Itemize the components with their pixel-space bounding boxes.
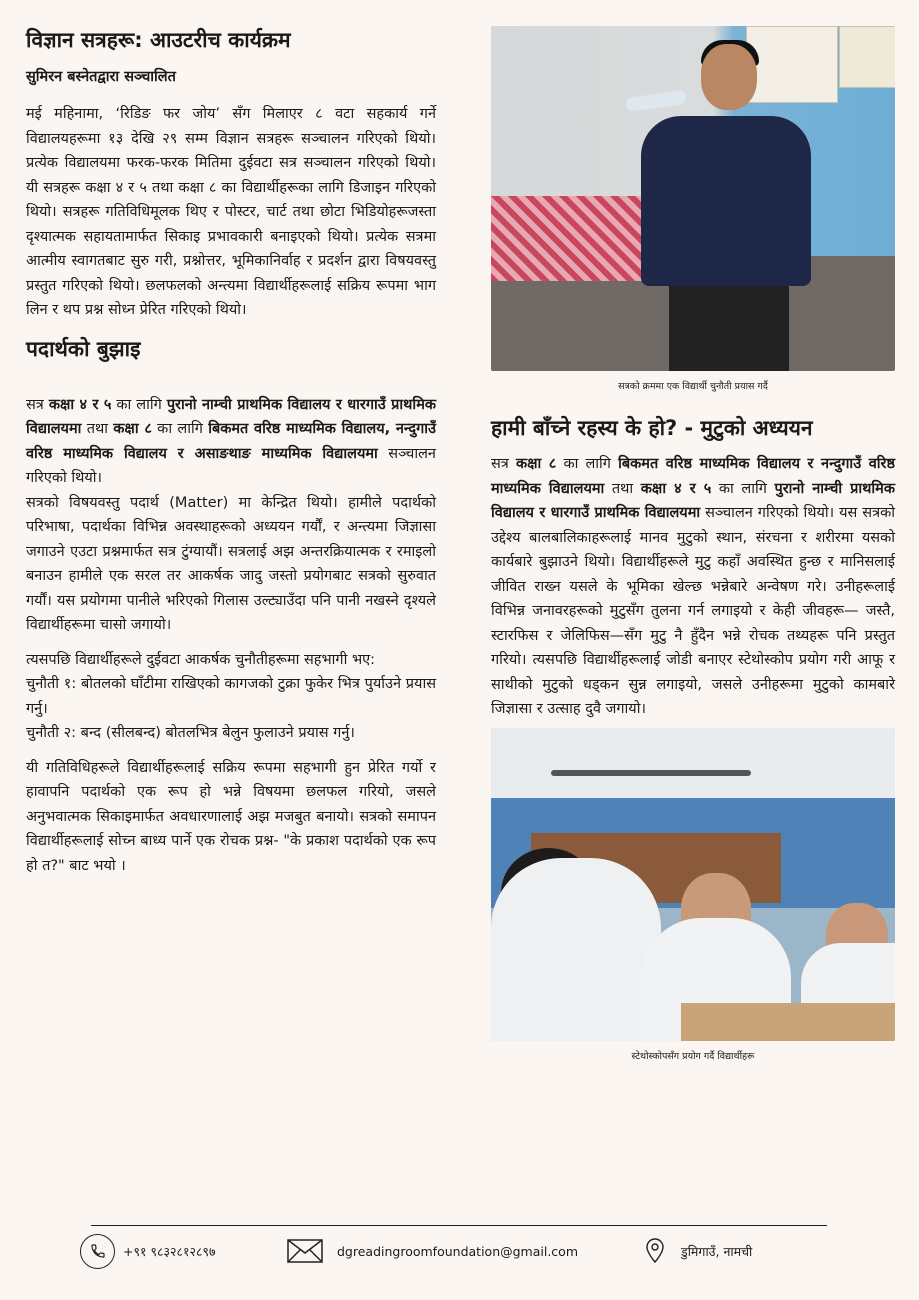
challenge-1: चुनौती १: बोतलको घाँटीमा राखिएको कागजको टुक्रा फुकेर भित्र पुर्याउने प्रयास गर्नु। — [26, 676, 436, 717]
bold-span: कक्षा ८ — [515, 456, 557, 472]
phone-number: +९१ ९८३२८१२८९७ — [123, 1243, 216, 1259]
text-span: का लागि — [111, 396, 167, 413]
student-bottle-challenge-photo — [491, 26, 895, 371]
text-span: का लागि — [151, 421, 209, 437]
email-address: dgreadingroomfoundation@gmail.com — [337, 1243, 579, 1259]
footer-divider — [91, 1225, 827, 1226]
section-title-matter: पदार्थको बुझाइ — [26, 336, 141, 361]
matter-paragraph-3: त्यसपछि विद्यार्थीहरूले दुईवटा आकर्षक चुनौतीहरूमा सहभागी भए: — [26, 651, 376, 668]
location-pin-icon — [645, 1238, 665, 1264]
page-title: विज्ञान सत्रहरू: आउटरीच कार्यक्रम — [26, 28, 291, 52]
left-column — [26, 26, 436, 878]
matter-paragraph-2: सत्रको विषयवस्तु पदार्थ (Matter) मा केन्द्रित थियो। हामीले पदार्थको परिभाषा, पदार्थका विभिन्न अवस्थाहरूको अध्ययन गर्यौं, र अन्त्यमा जिज्ञासा जगाउने एउटा प्रश्नमार्फत सत्र टुंग्यायौं। सत्रलाई अझ अन्तरक्रियात्मक र रमाइलो बनाउन हामीले एक सरल तर आकर्षक जादु जस्तो प्रयोगबाट सत्रको सुरुवात गर्यौं। यस प्रयोगमा पानीले भरिएको गिलास उल्ट्याउँदा पनि पानी नखस्ने दृश्यले विद्यार्थीहरूमा चासो जगायो। — [26, 494, 436, 633]
text-span: तथा — [604, 480, 641, 497]
text-span: का लागि — [556, 456, 619, 472]
matter-paragraph-4: यी गतिविधिहरूले विद्यार्थीहरूलाई सक्रिय रूपमा सहभागी हुन प्रेरित गर्यो र हावापनि पदार्थको एक रूप हो भन्ने विषयमा छलफल गरियो, जसले अनुभवात्मक सिकाइमार्फत अवधारणालाई अझ मजबुत बनायो। सत्रको समापन विद्यार्थीहरूलाई सोच्न बाध्य पार्ने एक रोचक प्रश्न- "के प्रकाश पदार्थको एक रूप हो त?" बाट भयो । — [26, 759, 436, 874]
footer-phone[interactable] — [80, 1236, 215, 1266]
phone-icon — [80, 1234, 115, 1269]
text-span: सत्र — [491, 456, 516, 472]
intro-paragraph: मई महिनामा, ‘रिडिङ फर जोय’ सँग मिलाएर ८ वटा सहकार्य गर्ने विद्यालयहरूमा १३ देखि २९ सम्म विज्ञान सत्रहरू सञ्चालन गरिएको थियो। प्रत्येक विद्यालयमा फरक-फरक मितिमा दुईवटा सत्र सञ्चालन गरिएको थियो। यी सत्रहरू कक्षा ४ र ५ तथा कक्षा ८ का विद्यार्थीहरूका लागि डिजाइन गरिएको थियो। सत्रहरू गतिविधिमूलक थिए र पोस्टर, चार्ट तथा छोटा भिडियोहरूजस्ता दृश्यात्मक सहायतामार्फत सिकाइ प्रभावकारी बनाइएको थियो। प्रत्येक सत्रमा आत्मीय स्वागतबाट सुरु गरी, प्रश्नोत्तर, भूमिकानिर्वाह र प्रदर्शन द्वारा विषयवस्तु प्रस्तुत गरिएको थियो। छलफलको अन्त्यमा विद्यार्थीहरूलाई सक्रिय रूपमा भाग लिन र थप प्रश्न सोध्न प्रेरित गरिएको थियो। — [26, 106, 436, 318]
byline: सुमिरन बस्नेतद्वारा सञ्चालित — [26, 69, 176, 85]
bold-span: बिकमत वरिष्ठ माध्यमिक विद्यालय र नन्दुगाउँ वरिष्ठ माध्यमिक विद्यालयमा — [491, 456, 895, 497]
photo2-caption: स्टेथोस्कोपसँग प्रयोग गर्दै विद्यार्थीहरू — [631, 1050, 755, 1062]
bold-span: कक्षा ४ र ५ — [640, 480, 712, 497]
bold-span: पुरानो नाम्ची प्राथमिक विद्यालय र धारगाउँ प्राथमिक विद्यालयमा — [26, 396, 436, 437]
bold-span: बिकमत वरिष्ठ माध्यमिक विद्यालय, नन्दुगाउँ वरिष्ठ माध्यमिक विद्यालय र असाङथाङ माध्यमिक विद्यालयमा — [26, 421, 436, 462]
heart-paragraph — [491, 452, 895, 722]
photo1-caption: सत्रको क्रममा एक विद्यार्थी चुनौती प्रयास गर्दै — [618, 381, 768, 392]
footer-location — [645, 1236, 752, 1266]
text-span: सत्र — [26, 396, 49, 413]
text-span: सञ्चालन गरिएको थियो। यस सत्रको उद्देश्य बालबालिकाहरूलाई मानव मुटुको स्थान, संरचना र शरीरमा यसको कार्यबारे बुझाउने थियो। विद्यार्थीहरूले मुटु कहाँ अवस्थित हुन्छ र मानिसलाई जीवित राख्न यसले के भूमिका खेल्छ भन्नेबारे अन्वेषण गरे। उनीहरूलाई विभिन्न जनावरहरूको मुटुसँग तुलना गर्न लगाइयो र केही जीवहरू— जस्तै, स्टारफिस र जेलिफिस—सँग मुटु नै हुँदैन भन्ने रोचक तथ्यहरू पनि प्रस्तुत गरियो। त्यसपछि विद्यार्थीहरूलाई जोडी बनाएर स्टेथोस्कोप प्रयोग गरी आफू र साथीको मुटुको धड्कन सुन्न लगाइयो, जसले उनीहरूमा मुटुको कामबारे जिज्ञासा र उत्साह दुवै जगायो। — [491, 505, 896, 717]
location-text: डुमिगाउँ, नामची — [681, 1243, 753, 1259]
text-span: सञ्चालन गरिएको थियो। — [26, 445, 436, 486]
challenge-2: चुनौती २: बन्द (सीलबन्द) बोतलभित्र बेलुन फुलाउने प्रयास गर्नु। — [26, 725, 355, 741]
text-span: का लागि — [711, 480, 775, 497]
bold-span: पुरानो नाम्ची प्राथमिक विद्यालय र धारगाउँ प्राथमिक विद्यालयमा — [491, 480, 895, 521]
matter-paragraph-1 — [26, 393, 436, 491]
text-span: तथा — [81, 421, 114, 437]
right-column — [491, 26, 895, 1062]
bold-span: कक्षा ८ — [113, 421, 152, 437]
footer-email[interactable] — [287, 1236, 578, 1266]
envelope-icon — [287, 1239, 323, 1263]
stethoscope-students-photo — [491, 728, 895, 1041]
section-title-heart: हामी बाँच्ने रहस्य के हो? - मुटुको अध्ययन — [491, 416, 813, 440]
bold-span: कक्षा ४ र ५ — [48, 396, 112, 413]
